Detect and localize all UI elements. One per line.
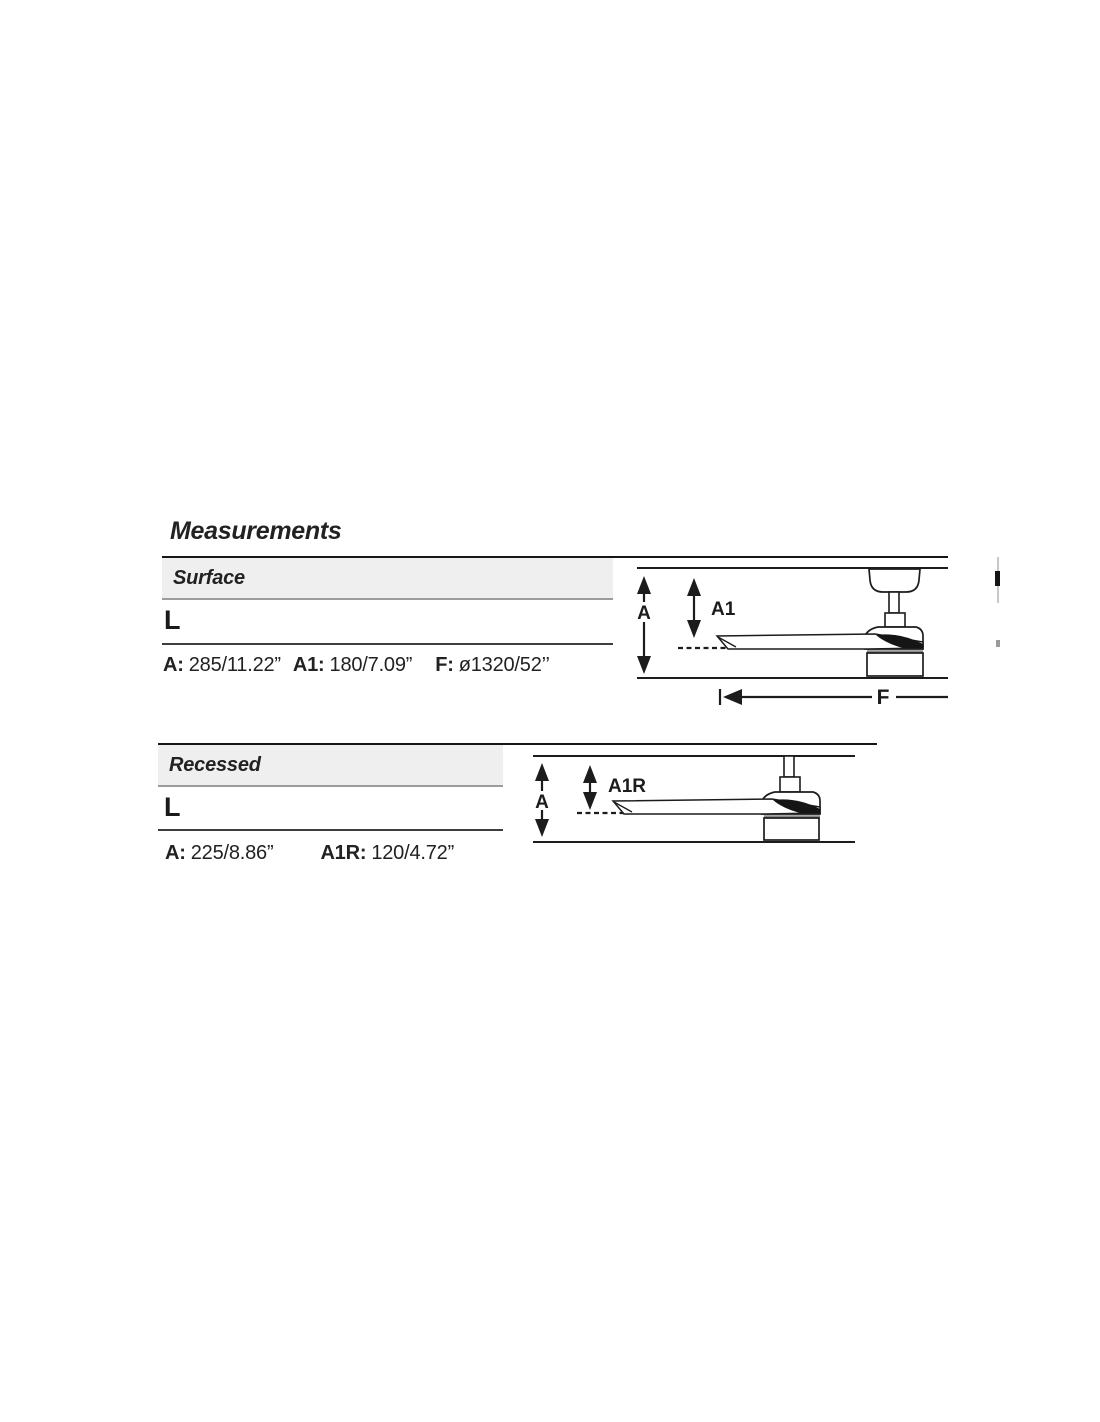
measurement-item — [320, 842, 454, 865]
fan-coupling — [885, 613, 905, 627]
measurement-value: 225/8.86” — [190, 842, 274, 864]
measurement-label: A1: — [292, 654, 325, 676]
fan-light-kit — [867, 653, 923, 676]
surface-model-name: L — [164, 605, 181, 635]
scan-artifact — [996, 640, 1000, 647]
fan-canopy — [869, 569, 920, 592]
recessed-measurements-row — [165, 842, 454, 865]
recessed-diagram — [510, 740, 890, 860]
surface-header-label: Surface — [173, 566, 245, 589]
measurement-item — [163, 654, 281, 677]
measurement-item — [293, 654, 412, 677]
measurement-label: A: — [163, 654, 184, 676]
fan-drawing — [717, 569, 923, 676]
measurement-label: A: — [165, 842, 186, 864]
dimension-label-a1r: A1R — [608, 776, 647, 797]
measurement-value: 285/11.22” — [188, 654, 281, 676]
surface-header-band — [162, 558, 613, 600]
fan-downrod — [889, 592, 899, 613]
recessed-header-band — [158, 745, 503, 787]
surface-diagram — [620, 552, 960, 710]
scan-artifact — [995, 571, 1000, 586]
dimension-label-a: A — [535, 792, 549, 813]
recessed-model-underline — [158, 829, 503, 831]
dimension-arrow-a — [531, 763, 553, 837]
surface-model-underline — [162, 643, 613, 645]
measurement-label: F: — [435, 654, 454, 676]
measurement-value: 120/4.72” — [371, 842, 455, 864]
dimension-line-f — [720, 686, 948, 709]
measurement-value: 180/7.09” — [329, 654, 413, 676]
recessed-model-name: L — [164, 792, 181, 822]
fan-downrod — [784, 756, 794, 777]
surface-measurements-row — [163, 654, 550, 677]
fan-drawing — [613, 756, 820, 840]
measurement-item — [165, 842, 273, 865]
dimension-label-a: A — [637, 603, 651, 624]
dimension-label-f: F — [876, 686, 890, 709]
dimension-arrow-a1 — [687, 578, 736, 638]
fan-light-kit — [764, 818, 819, 840]
page-title: Measurements — [170, 517, 342, 545]
measurement-value: ø1320/52’’ — [458, 654, 550, 676]
recessed-header-label: Recessed — [169, 753, 261, 776]
dimension-label-a1: A1 — [711, 599, 736, 620]
fan-coupling — [780, 777, 800, 792]
dimension-arrow-a — [633, 576, 655, 674]
measurement-label: A1R: — [320, 842, 367, 864]
measurement-item — [435, 654, 550, 677]
